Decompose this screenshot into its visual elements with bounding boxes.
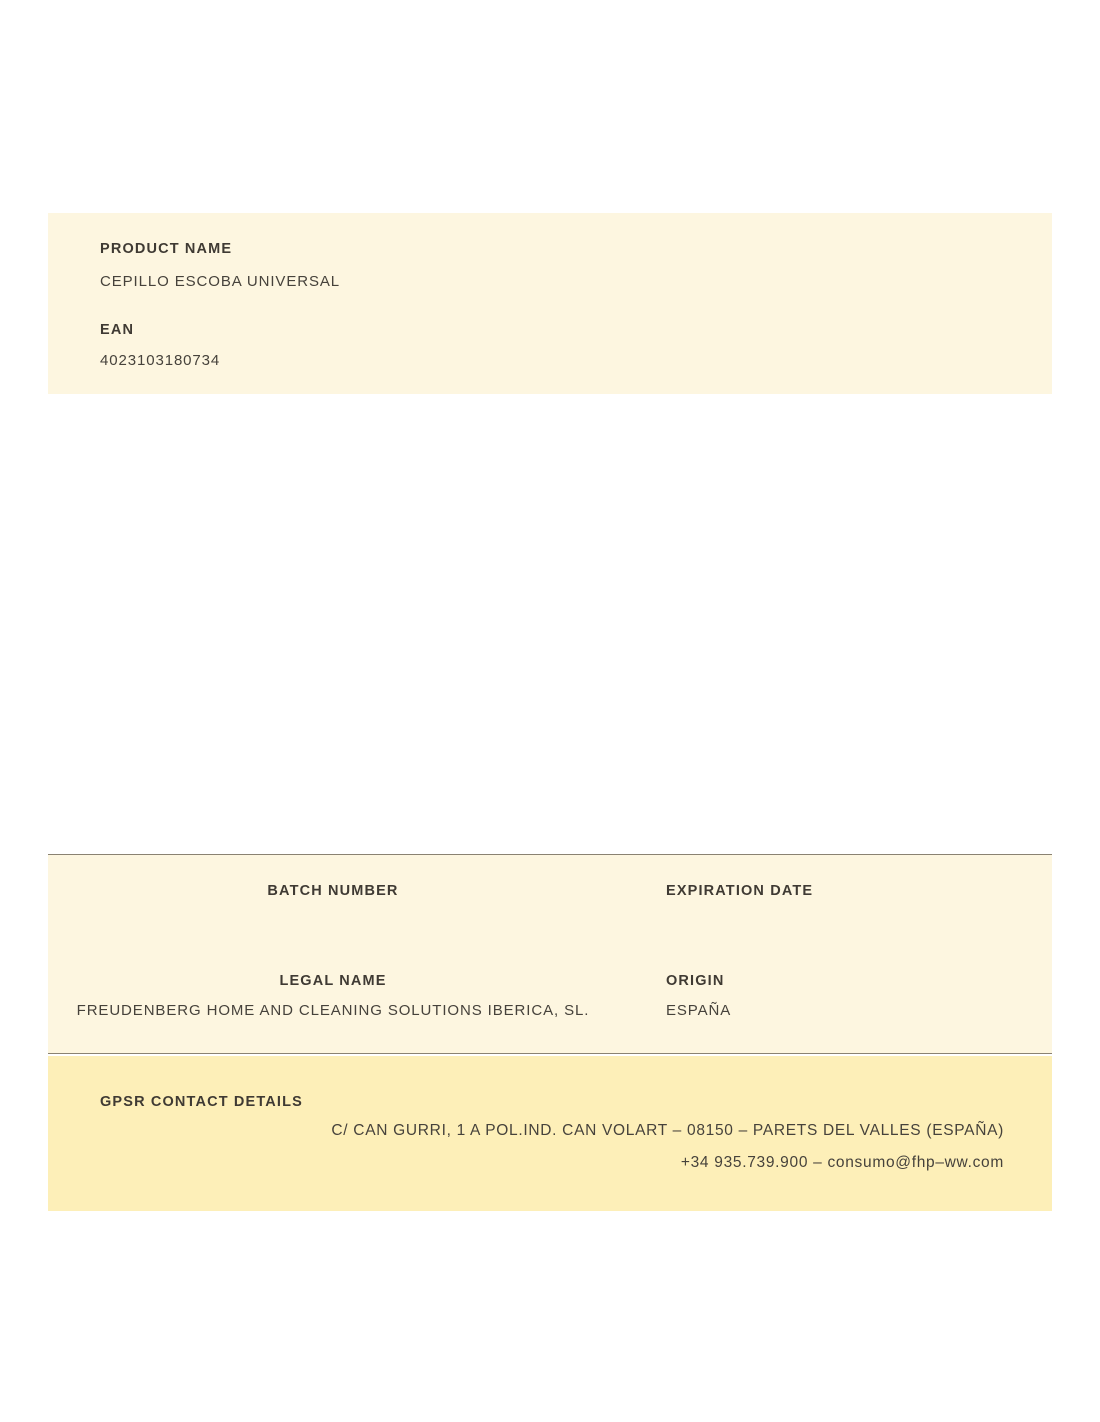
batch-number-field bbox=[48, 883, 618, 899]
gpsr-contact-lines bbox=[331, 1122, 1004, 1186]
ean-field bbox=[48, 322, 1052, 369]
gpsr-contact-block bbox=[48, 1056, 1052, 1211]
origin-value: ESPAÑA bbox=[666, 1002, 732, 1019]
origin-label-cell bbox=[618, 973, 1052, 989]
gpsr-address-line: C/ CAN GURRI, 1 A POL.IND. CAN VOLART – 08150 – PARETS DEL VALLES (ESPAÑA) bbox=[331, 1122, 1004, 1139]
expiration-date-field bbox=[618, 883, 1052, 899]
legal-name-label-cell bbox=[48, 973, 618, 989]
product-info-block bbox=[48, 213, 1052, 396]
expiration-date-label: EXPIRATION DATE bbox=[666, 883, 814, 899]
product-name-value: CEPILLO ESCOBA UNIVERSAL bbox=[100, 273, 341, 290]
spacer bbox=[100, 257, 1052, 273]
ean-value: 4023103180734 bbox=[100, 352, 221, 369]
ean-label: EAN bbox=[100, 322, 135, 338]
blank-area bbox=[48, 394, 1052, 854]
legal-name-value: FREUDENBERG HOME AND CLEANING SOLUTIONS IBERICA, SL. bbox=[76, 1002, 590, 1019]
spacer bbox=[100, 338, 1052, 352]
product-name-label: PRODUCT NAME bbox=[100, 241, 233, 257]
legal-origin-value-row bbox=[48, 1002, 1052, 1019]
batch-number-label: BATCH NUMBER bbox=[267, 883, 399, 899]
origin-label: ORIGIN bbox=[666, 973, 725, 989]
spacer bbox=[48, 290, 1052, 322]
batch-legal-block bbox=[48, 854, 1052, 1054]
gpsr-contact-line: +34 935.739.900 – consumo@fhp–ww.com bbox=[680, 1154, 1004, 1171]
product-name-field bbox=[48, 241, 1052, 290]
gpsr-contact-label: GPSR CONTACT DETAILS bbox=[100, 1094, 303, 1110]
legal-origin-label-row bbox=[48, 973, 1052, 989]
origin-value-cell bbox=[618, 1002, 1052, 1019]
batch-expiration-row bbox=[48, 883, 1052, 899]
legal-name-value-cell bbox=[48, 1002, 618, 1019]
legal-name-label: LEGAL NAME bbox=[279, 973, 387, 989]
